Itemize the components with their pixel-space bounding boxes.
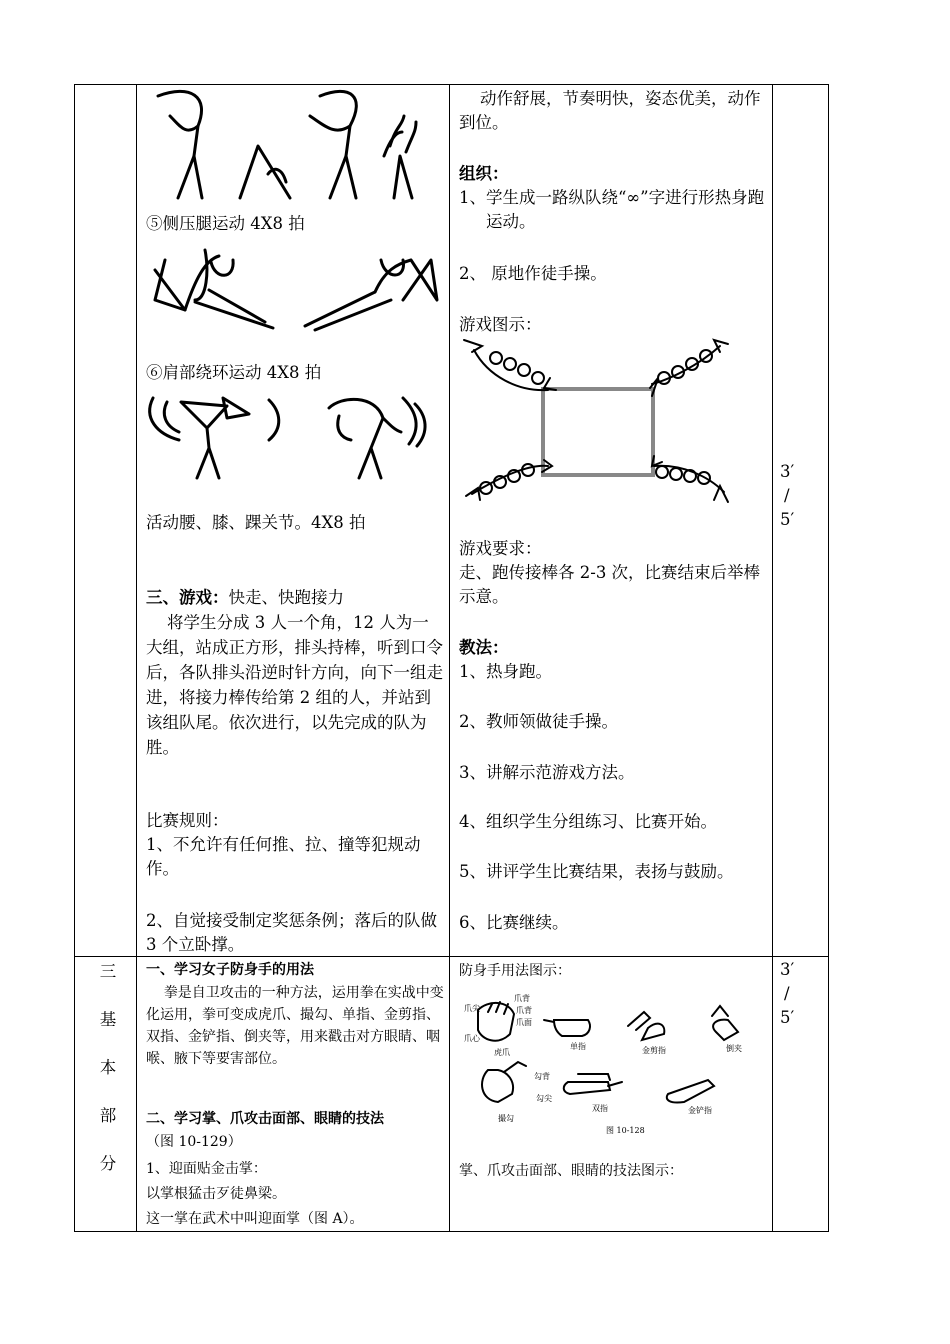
teaching-step-5: 5、讲评学生比赛结果，表扬与鼓励。 [459, 862, 734, 881]
label-danzhi: 单指 [570, 1042, 586, 1051]
game-title: 快走、快跑接力 [228, 588, 344, 607]
technique-1-desc: 以掌根猛击歹徒鼻梁。 [146, 1186, 286, 1202]
teaching-step-4: 4、组织学生分组练习、比赛开始。 [459, 812, 717, 831]
section-char-5: 分 [99, 1154, 117, 1173]
section-char-2: 基 [99, 1010, 117, 1029]
time-slash: / [784, 486, 790, 505]
arm-stretch-figures [150, 86, 440, 206]
subsection-1-text: 拳是自卫攻击的一种方法，运用拳在实战中变化运用，拳可变成虎爪、撮勾、单指、金剪指、双指、金铲指、倒夹等，用来戳击对方眼睛、咽喉、腋下等要害部位。 [146, 985, 444, 1067]
section-char-4: 部 [99, 1106, 117, 1125]
organization-title: 组织： [459, 164, 509, 183]
label-shuangzhi: 双指 [592, 1104, 608, 1113]
label-goujian: 勾尖 [536, 1094, 552, 1103]
section-char-1: 三 [99, 962, 117, 981]
column-divider-1 [136, 84, 137, 1232]
table-bottom-border [74, 1231, 829, 1232]
rule-2: 2、自觉接受制定奖惩条例；落后的队做 3 个立卧撑。 [146, 911, 443, 954]
game-requirement-title: 游戏要求： [459, 539, 542, 558]
leg-stretch-text: ⑤侧压腿运动 4X8 拍 [146, 214, 305, 233]
table-right-border [828, 84, 829, 1232]
label-jinjianzhi: 金剪指 [642, 1046, 666, 1055]
game-heading [146, 586, 344, 610]
organization-item-2: 2、 原地作徒手操。 [459, 264, 607, 283]
organization-item-1: 学生成一路纵队绕“∞”字进行形热身跑运动。 [486, 188, 765, 231]
time-min: 3′ [780, 462, 795, 481]
time-row-1 [780, 460, 794, 532]
joints-text: 活动腰、膝、踝关节。4X8 拍 [146, 513, 366, 532]
subsection-1-heading: 一、学习女子防身手的用法 [146, 962, 314, 978]
game-figure-title: 游戏图示： [459, 315, 542, 334]
table-top-border [74, 84, 828, 85]
label-daojia: 倒夹 [726, 1044, 742, 1053]
action-requirement: 动作舒展，节奏明快，姿态优美，动作到位。 [459, 89, 761, 132]
label-zhuaxin: 爪心 [464, 1034, 480, 1043]
section-label [96, 960, 120, 1200]
shoulder-circle-figures [145, 388, 445, 488]
label-jinchanzhi: 金铲指 [688, 1106, 712, 1115]
technique-1: 1、迎面贴金击掌： [146, 1161, 267, 1177]
section-char-3: 本 [99, 1058, 117, 1077]
label-zhuajian: 爪尖 [464, 1004, 480, 1013]
technique-1-note: 这一掌在武术中叫迎面掌（图 A）。 [146, 1211, 364, 1227]
label-zhuabei-top: 爪背 [514, 994, 530, 1003]
subsection-2-figure-ref: （图 10-129） [146, 1134, 242, 1150]
subsection-2-heading: 二、学习掌、爪攻击面部、眼睛的技法 [146, 1111, 384, 1127]
game-label: 三、游戏： [146, 588, 229, 607]
time-max: 5′ [780, 510, 795, 529]
game-diagram [458, 336, 738, 511]
label-cuogou: 撮勾 [498, 1114, 514, 1123]
time-min-2: 3′ [780, 960, 795, 979]
leg-stretch-figures [145, 240, 445, 335]
time-max-2: 5′ [780, 1008, 795, 1027]
rules-title: 比赛规则： [146, 811, 229, 830]
organization-item-1-number: 1、 [459, 188, 486, 207]
column-divider-3 [772, 84, 773, 1232]
shoulder-text: ⑥肩部绕环运动 4X8 拍 [146, 363, 322, 382]
game-requirement: 走、跑传接棒各 2-3 次，比赛结束后举棒示意。 [459, 563, 761, 606]
teaching-step-3: 3、讲解示范游戏方法。 [459, 763, 635, 782]
self-defense-figure-title: 防身手用法图示： [459, 963, 571, 979]
label-huzhua: 虎爪 [494, 1048, 510, 1057]
label-zhuamian: 爪面 [516, 1018, 532, 1027]
figure-caption: 图 10-128 [606, 1126, 645, 1135]
game-description: 将学生分成 3 人一个角，12 人为一大组，站成正方形，排头持棒，听到口令后，各队排头沿逆时针方向，向下一组走进，将接力棒传给第 2 组的人，并站到该组队尾。依次进行，以先完成的队为胜。 [146, 613, 443, 757]
teaching-step-2: 2、教师领做徒手操。 [459, 712, 618, 731]
time-slash-2: / [784, 984, 790, 1003]
label-zhuabei: 爪背 [516, 1006, 532, 1015]
rule-1: 1、不允许有任何推、拉、撞等犯规动作。 [146, 835, 421, 878]
teaching-step-1: 1、热身跑。 [459, 662, 552, 681]
attack-technique-figure-title: 掌、爪攻击面部、眼睛的技法图示： [459, 1163, 683, 1179]
table-left-border [74, 84, 75, 1232]
time-row-2 [780, 958, 794, 1030]
teaching-method-title: 教法： [459, 638, 509, 657]
teaching-step-6: 6、比赛继续。 [459, 913, 569, 932]
label-goubei: 勾背 [534, 1072, 550, 1081]
hand-technique-figure [458, 990, 768, 1140]
column-divider-2 [449, 84, 450, 1232]
